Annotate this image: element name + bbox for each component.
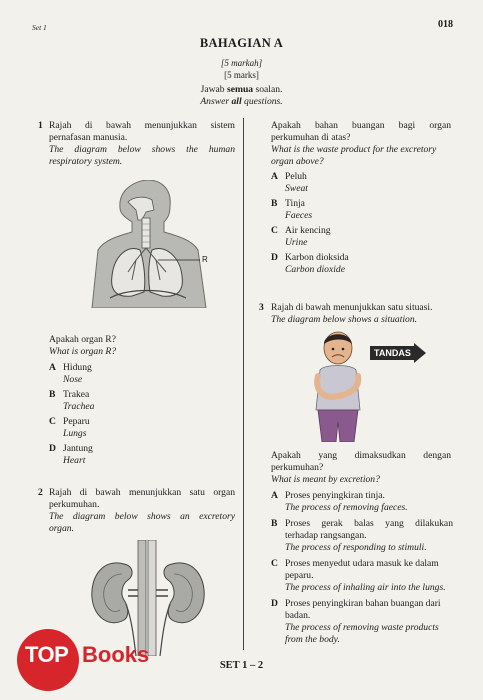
- option-text-en: The process of removing faeces.: [285, 502, 408, 513]
- column-divider: [243, 118, 244, 650]
- q1-ask-ms: Apakah organ R?: [49, 334, 116, 345]
- option-text-en-line1: The process of removing waste products: [285, 622, 439, 633]
- option-letter: C: [271, 225, 278, 236]
- option-text-ms-line1: Proses penyingkiran bahan buangan dari: [285, 598, 441, 609]
- option-text-en: Heart: [63, 455, 86, 466]
- q3-ask-ms-line2: perkumuhan?: [271, 462, 324, 473]
- option-text-en: Lungs: [63, 428, 87, 439]
- q1-stem-ms-line2: pernafasan manusia.: [49, 132, 128, 143]
- q2-ask-en-line1: What is the waste product for the excretory: [271, 144, 437, 155]
- option-text-en: Faeces: [285, 210, 313, 221]
- q2-stem-ms-line1: Rajah di bawah menunjukkan satu organ: [49, 487, 235, 498]
- option-text-ms: Tinja: [285, 198, 305, 209]
- q3-number: 3: [259, 302, 264, 313]
- option-text-ms-line1: Proses menyedut udara masuk ke dalam: [285, 558, 439, 569]
- q3-stem-en: The diagram below shows a situation.: [271, 314, 418, 325]
- q2-stem-en-line2: organ.: [49, 523, 74, 534]
- set-label: Set 1: [32, 23, 47, 32]
- instruction-en: Answer all questions.: [200, 96, 283, 107]
- option-text-ms-line1: Proses gerak balas yang dilakukan: [285, 518, 453, 529]
- option-text-en: Carbon dioxide: [285, 264, 345, 275]
- option-text-ms: Jantung: [63, 443, 93, 454]
- diagram-label-r: R: [202, 255, 208, 264]
- q3-ask-ms-line1: Apakah yang dimaksudkan dengan: [271, 450, 451, 461]
- option-letter: B: [49, 389, 56, 400]
- option-text-en: The process of inhaling air into the lungs.: [285, 582, 446, 593]
- marks-ms: [5 markah]: [220, 58, 263, 68]
- q2-ask-en-line2: organ above?: [271, 156, 324, 167]
- option-letter: A: [271, 171, 278, 182]
- q1-number: 1: [38, 120, 43, 131]
- option-text-en: Nose: [63, 374, 83, 385]
- option-text-ms: Air kencing: [285, 225, 331, 236]
- tandas-sign: [370, 343, 426, 363]
- logo-text-books: Books: [82, 642, 150, 667]
- option-text-ms: Karbon dioksida: [285, 252, 349, 263]
- option-text-ms: Hidung: [63, 362, 92, 373]
- option-text-ms: Proses penyingkiran tinja.: [285, 490, 385, 501]
- topbooks-logo: [10, 622, 185, 692]
- option-text-ms: Peluh: [285, 171, 307, 182]
- marks-en: [5 marks]: [224, 70, 259, 80]
- tandas-label: TANDAS: [374, 348, 411, 358]
- option-letter: B: [271, 518, 278, 529]
- option-letter: B: [271, 198, 278, 209]
- instruction-ms: Jawab semua soalan.: [200, 84, 283, 95]
- q3-stem-ms: Rajah di bawah menunjukkan satu situasi.: [271, 302, 433, 313]
- option-letter: A: [271, 490, 278, 501]
- option-text-en-line2: from the body.: [285, 634, 340, 645]
- q1-stem-ms-line1: Rajah di bawah menunjukkan sistem: [49, 120, 235, 131]
- logo-text-top: TOP: [25, 642, 69, 667]
- option-text-ms: Peparu: [63, 416, 90, 427]
- q1-ask-en: What is organ R?: [49, 346, 117, 357]
- option-letter: C: [271, 558, 278, 569]
- option-letter: D: [271, 598, 278, 609]
- q2-ask-ms-line2: perkumuhan di atas?: [271, 132, 351, 143]
- q2-number: 2: [38, 487, 43, 498]
- q2-ask-ms-line1: Apakah bahan buangan bagi organ: [271, 120, 451, 131]
- page-footer: SET 1 – 2: [219, 660, 264, 671]
- option-text-en: Urine: [285, 237, 308, 248]
- option-letter: D: [49, 443, 56, 454]
- section-title: BAHAGIAN A: [199, 36, 284, 50]
- q1-stem-en-line2: respiratory system.: [49, 156, 123, 167]
- option-text-ms-line2: peparu.: [285, 570, 314, 581]
- option-letter: D: [271, 252, 278, 263]
- option-text-en: The process of responding to stimuli.: [285, 542, 427, 553]
- q1-stem-en-line1: The diagram below shows the human: [49, 144, 235, 155]
- q2-stem-ms-line2: perkumuhan.: [49, 499, 100, 510]
- option-letter: C: [49, 416, 56, 427]
- option-letter: A: [49, 362, 56, 373]
- option-text-ms-line2: terhadap rangsangan.: [285, 530, 367, 541]
- page-code: 018: [438, 19, 453, 30]
- option-text-en: Trachea: [63, 401, 95, 412]
- option-text-ms-line2: badan.: [285, 610, 311, 621]
- respiratory-system-diagram: [88, 180, 218, 308]
- option-text-en: Sweat: [285, 183, 308, 194]
- q3-ask-en: What is meant by excretion?: [271, 474, 380, 485]
- q2-stem-en-line1: The diagram below shows an excretory: [49, 511, 235, 522]
- option-text-ms: Trakea: [63, 389, 90, 400]
- person-illustration: [310, 330, 370, 442]
